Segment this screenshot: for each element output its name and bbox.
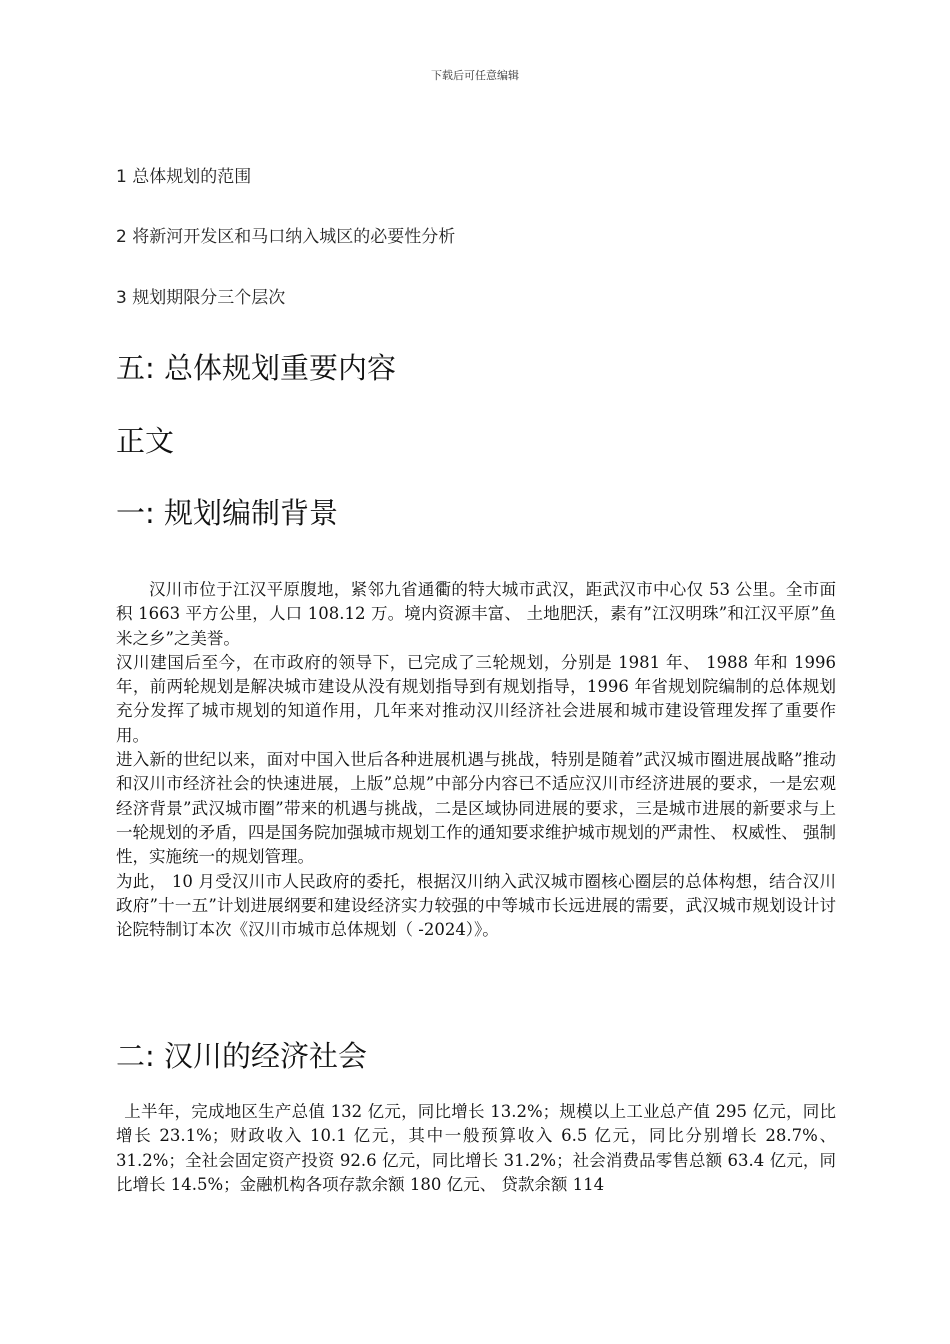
toc-item-3: 3 规划期限分三个层次 bbox=[116, 288, 286, 308]
toc-item-2: 2 将新河开发区和马口纳入城区的必要性分析 bbox=[116, 227, 456, 247]
section-2-body bbox=[116, 1100, 836, 1197]
paragraph: 为此， 10 月受汉川市人民政府的委托，根据汉川纳入武汉城市圈核心圈层的总体构想，结合汉川政府”十一五”计划进展纲要和建设经济实力较强的中等城市长远进展的需要，武汉城市规划设计讨论院特制订本次《汉川市城市总体规划（ -2024）》。 bbox=[116, 871, 836, 940]
heading-section-2: 二: 汉川的经济社会 bbox=[116, 1039, 367, 1073]
heading-main-text: 正文 bbox=[116, 424, 175, 458]
paragraph: 汉川建国后至今，在市政府的领导下，已完成了三轮规划，分别是 1981 年、 1988 年和 1996 年，前两轮规划是解决城市建设从没有规划指导到有规划指导，1996 年省规划院编制的总体规划充分发挥了城市规划的知道作用，几年来对推动汉川经济社会进展和城市建设管理发挥了重要作用。 bbox=[116, 652, 836, 745]
header-note: 下载后可任意编辑 bbox=[431, 69, 519, 82]
toc-item-1: 1 总体规划的范围 bbox=[116, 167, 252, 187]
paragraph: 汉川市位于江汉平原腹地，紧邻九省通衢的特大城市武汉，距武汉市中心仅 53 公里。全市面积 1663 平方公里，人口 108.12 万。境内资源丰富、 土地肥沃，素有”江汉明珠”和江汉平原”鱼米之乡”之美誉。 bbox=[116, 580, 836, 648]
heading-section-1: 一: 规划编制背景 bbox=[116, 496, 338, 530]
paragraph: 上半年，完成地区生产总值 132 亿元，同比增长 13.2%；规模以上工业总产值 295 亿元，同比增长 23.1%；财政收入 10.1 亿元，其中一般预算收入 6.5 亿元，同比分别增长 28.7%、 31.2%；全社会固定资产投资 92.6 亿元，同比增长 31.2%；社会消费品零售总额 63.4 亿元，同比增长 14.5%；金融机构各项存款余额 180 亿元、 贷款余额 114 bbox=[116, 1102, 836, 1194]
section-1-body bbox=[116, 578, 836, 942]
heading-section-5: 五: 总体规划重要内容 bbox=[116, 351, 396, 385]
paragraph: 进入新的世纪以来，面对中国入世后各种进展机遇与挑战，特别是随着”武汉城市圈进展战略”推动和汉川市经济社会的快速进展，上版”总规”中部分内容已不适应汉川市经济进展的要求，一是宏观经济背景”武汉城市圈”带来的机遇与挑战，二是区域协同进展的要求，三是城市进展的新要求与上一轮规划的矛盾，四是国务院加强城市规划工作的通知要求维护城市规划的严肃性、 权威性、 强制性，实施统一的规划管理。 bbox=[116, 750, 836, 867]
